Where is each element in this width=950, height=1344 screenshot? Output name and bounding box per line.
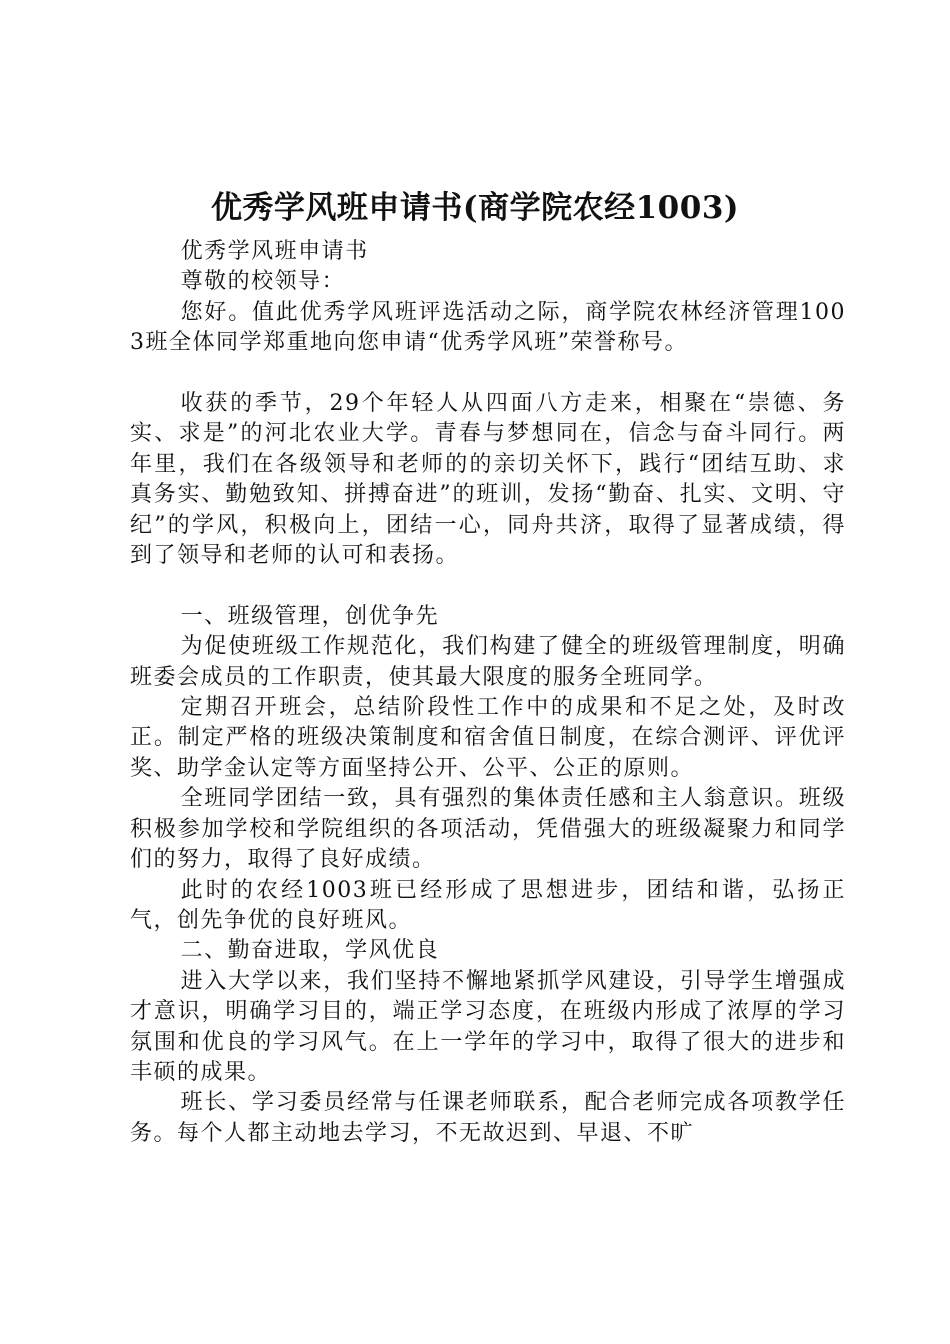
paragraph: 为促使班级工作规范化，我们构建了健全的班级管理制度，明确班委会成员的工作职责，使其最大限度的服务全班同学。: [130, 634, 846, 690]
paragraph-intro: 您好。值此优秀学风班评选活动之际，商学院农林经济管理1003班全体同学郑重地向您申请“优秀学风班”荣誉称号。: [130, 299, 846, 356]
paragraph: 全班同学团结一致，具有强烈的集体责任感和主人翁意识。班级积极参加学校和学院组织的各项活动，凭借强大的班级凝聚力和同学们的努力，取得了良好成绩。: [130, 786, 846, 873]
paragraph: 定期召开班会，总结阶段性工作中的成果和不足之处，及时改正。制定严格的班级决策制度和宿舍值日制度，在综合测评、评优评奖、助学金认定等方面坚持公开、公平、公正的原则。: [130, 695, 846, 781]
body-heading: 优秀学风班申请书: [180, 239, 369, 264]
salutation: 尊敬的校领导：: [180, 269, 346, 295]
paragraph: 进入大学以来，我们坚持不懈地紧抓学风建设，引导学生增强成才意识，明确学习目的，端正学习态度，在班级内形成了浓厚的学习氛围和优良的学习风气。在上一学年的学习中，取得了很大的进步和丰硕的成果。: [130, 968, 846, 1085]
paragraph-overview: 收获的季节，29个年轻人从四面八方走来，相聚在“崇德、务实、求是”的河北农业大学。青春与梦想同在，信念与奋斗同行。两年里，我们在各级领导和老师的的亲切关怀下，践行“团结互助、求真务实、勤勉致知、拼搏奋进”的班训，发扬“勤奋、扎实、文明、守纪”的学风，积极向上，团结一心，同舟共济，取得了显著成绩，得到了领导和老师的认可和表扬。: [130, 391, 846, 569]
section-heading-2: 二、勤奋进取，学风优良: [180, 938, 440, 964]
paragraph: 班长、学习委员经常与任课老师联系，配合老师完成各项教学任务。每个人都主动地去学习，不无故迟到、早退、不旷: [130, 1090, 846, 1146]
document-title: 优秀学风班申请书(商学院农经1003): [210, 190, 740, 226]
section-heading-1: 一、班级管理，创优争先: [180, 603, 440, 629]
paragraph: 此时的农经1003班已经形成了思想进步，团结和谐，弘扬正气，创先争优的良好班风。: [130, 877, 846, 933]
document-body: [130, 237, 846, 1149]
